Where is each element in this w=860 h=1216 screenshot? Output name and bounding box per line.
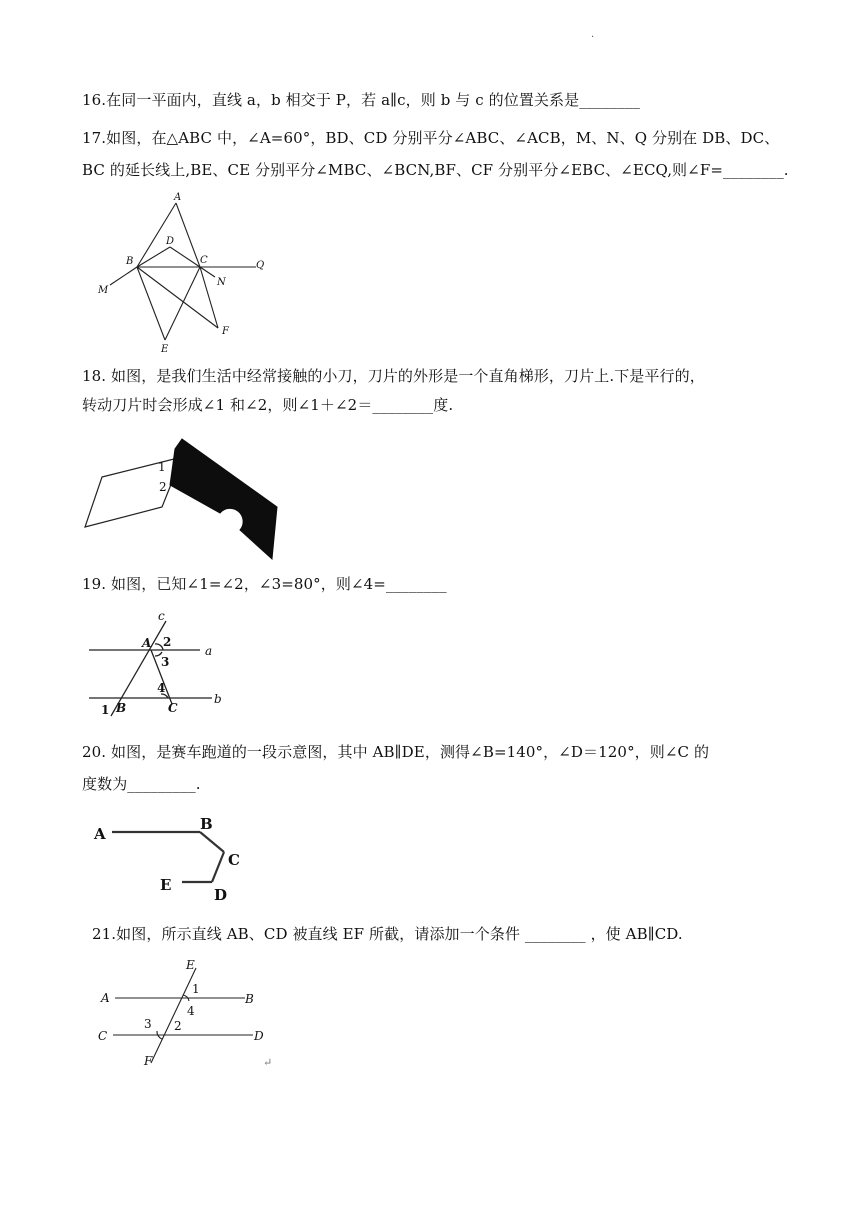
fig17-label-q: Q bbox=[256, 260, 265, 271]
fig19-label-4: 4 bbox=[157, 681, 166, 695]
fig19-label-b-line: b bbox=[214, 692, 222, 706]
question-18-text-line2: 转动刀片时会形成∠1 和∠2，则∠1＋∠2＝________度. bbox=[82, 396, 454, 414]
fig20-label-d: D bbox=[214, 886, 228, 904]
fig17-label-f: F bbox=[222, 326, 229, 337]
fig18-label-2: 2 bbox=[159, 480, 167, 494]
fig19-label-c: C bbox=[168, 701, 178, 715]
question-17-text-line1: 17.如图，在△ABC 中，∠A=60°，BD、CD 分别平分∠ABC、∠ACB，M、N、Q 分别在 DB、DC、 bbox=[82, 129, 780, 147]
question-19-text: 19. 如图，已知∠1=∠2，∠3=80°，则∠4=________ bbox=[82, 575, 447, 593]
question-21-text: 21.如图，所示直线 AB、CD 被直线 EF 所截，请添加一个条件 ________ ，使 AB∥CD. bbox=[92, 925, 683, 943]
question-16-text: 16.在同一平面内，直线 a，b 相交于 P，若 a∥c，则 b 与 c 的位置关系是________ bbox=[82, 91, 641, 109]
fig21-label-4: 4 bbox=[187, 1004, 195, 1018]
fig19-label-3: 3 bbox=[161, 655, 170, 669]
fig19-label-c-line: c bbox=[158, 609, 165, 623]
figure-21-diagram bbox=[95, 955, 285, 1075]
figure-19-diagram bbox=[85, 608, 235, 723]
fig20-label-a: A bbox=[94, 825, 106, 843]
fig21-label-3: 3 bbox=[144, 1017, 152, 1031]
page-dot: · bbox=[591, 32, 595, 43]
question-20-text-line1: 20. 如图，是赛车跑道的一段示意图，其中 AB∥DE，测得∠B=140°，∠D＝120°，则∠C 的 bbox=[82, 743, 710, 761]
fig20-label-e: E bbox=[160, 876, 172, 894]
fig21-label-a: A bbox=[101, 991, 110, 1005]
fig17-label-c: C bbox=[200, 255, 208, 266]
fig21-label-e: E bbox=[186, 958, 195, 972]
figure-18-knife bbox=[82, 435, 282, 565]
question-20-text-line2: 度数为_________. bbox=[82, 775, 201, 793]
fig17-label-m: M bbox=[98, 285, 109, 296]
fig17-label-d: D bbox=[166, 236, 175, 247]
fig19-label-a-line: a bbox=[205, 644, 213, 658]
question-18-text-line1: 18. 如图，是我们生活中经常接触的小刀，刀片的外形是一个直角梯形，刀片上.下是平行的， bbox=[82, 367, 705, 385]
fig21-label-2: 2 bbox=[174, 1019, 182, 1033]
fig19-label-2: 2 bbox=[163, 635, 172, 649]
fig19-label-1: 1 bbox=[101, 703, 110, 717]
fig21-label-b: B bbox=[245, 992, 254, 1006]
fig21-label-d: D bbox=[254, 1029, 264, 1043]
fig17-label-e: E bbox=[161, 344, 169, 355]
fig21-label-f: F bbox=[144, 1054, 153, 1068]
figure-17-diagram bbox=[90, 190, 280, 360]
fig17-label-b: B bbox=[126, 256, 134, 267]
fig17-label-n: N bbox=[217, 277, 226, 288]
question-17-text-line2: BC 的延长线上,BE、CE 分别平分∠MBC、∠BCN,BF、CF 分别平分∠EBC、∠ECQ,则∠F=________. bbox=[82, 161, 789, 179]
fig18-label-1: 1 bbox=[158, 460, 166, 474]
fig20-label-b: B bbox=[200, 815, 213, 833]
fig19-label-b: B bbox=[116, 701, 127, 715]
figure-20-track bbox=[90, 812, 260, 912]
fig21-label-1: 1 bbox=[192, 982, 200, 996]
fig20-label-c: C bbox=[228, 851, 240, 869]
fig19-label-a: A bbox=[142, 636, 152, 650]
fig21-label-c: C bbox=[98, 1029, 108, 1043]
fig17-label-a: A bbox=[174, 192, 182, 203]
paragraph-mark: ↵ bbox=[263, 1056, 273, 1069]
